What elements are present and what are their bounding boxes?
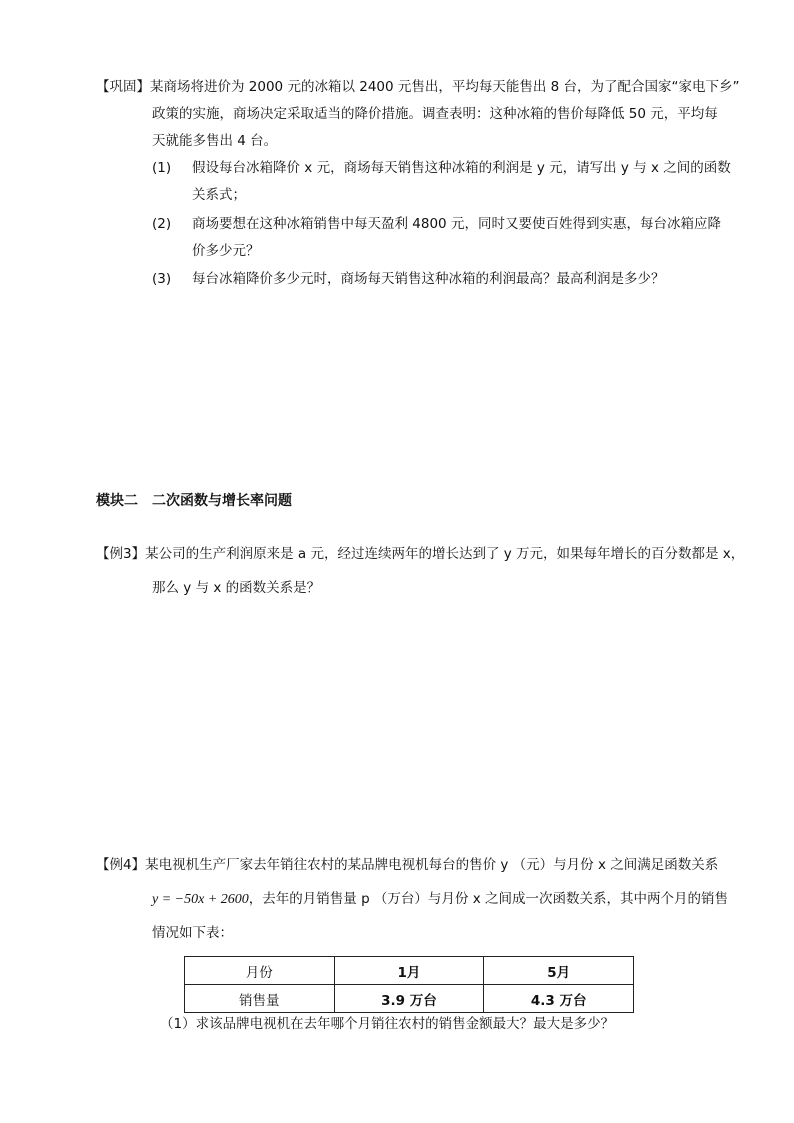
module-2-title: 模块二 二次函数与增长率问题 (96, 493, 292, 509)
example-4-tag: 【例4】 (96, 857, 146, 873)
consolidation-text-1: 某商场将进价为 2000 元的冰箱以 2400 元售出，平均每天能售出 8 台，为了配合国家“家电下乡” (150, 79, 740, 95)
question-1-number: (1) (152, 160, 172, 176)
consolidation-line-3: 天就能多售出 4 台。 (152, 133, 278, 149)
example-4-line-3: 情况如下表： (152, 925, 233, 941)
example-3-text-1: 某公司的生产利润原来是 a 元，经过连续两年的增长达到了 y 万元，如果每年增长的百分数都是 x， (145, 546, 745, 562)
table-header-cell: 1月 (334, 957, 484, 985)
sales-table (184, 956, 634, 1013)
example-4-question-1: （1）求该品牌电视机在去年哪个月销往农村的销售金额最大？最大是多少？ (160, 1016, 615, 1032)
consolidation-tag: 【巩固】 (96, 79, 150, 95)
question-3-line-1: 每台冰箱降价多少元时，商场每天销售这种冰箱的利润最高？最高利润是多少？ (192, 271, 665, 287)
example-3-line-1 (96, 544, 744, 564)
question-2-line-1: 商场要想在这种冰箱销售中每天盈利 4800 元，同时又要使百姓得到实惠，每台冰箱应降 (192, 216, 721, 232)
table-row (185, 985, 634, 1013)
table-header-cell: 月份 (185, 957, 335, 985)
consolidation-line-2: 政策的实施，商场决定采取适当的降价措施。调查表明：这种冰箱的售价每降低 50 元，平均每 (152, 106, 718, 122)
table-header-cell: 5月 (484, 957, 634, 985)
question-1-line-2: 关系式； (192, 187, 246, 203)
question-3-number: (3) (152, 271, 172, 287)
example-4-line-1 (96, 855, 718, 875)
example-3-line-2: 那么 y 与 x 的函数关系是？ (152, 580, 321, 596)
consolidation-line-1 (96, 77, 740, 97)
table-cell: 4.3 万台 (484, 985, 634, 1013)
example-4-formula: y = −50x + 2600 (152, 892, 249, 907)
example-4-line-2 (152, 889, 728, 910)
question-2-line-2: 价多少元？ (192, 243, 260, 259)
example-3-tag: 【例3】 (96, 546, 146, 562)
question-2-number: (2) (152, 216, 172, 232)
table-cell: 3.9 万台 (334, 985, 484, 1013)
table-row (185, 957, 634, 985)
table-cell: 销售量 (185, 985, 335, 1013)
example-4-text-2: ，去年的月销售量 p （万台）与月份 x 之间成一次函数关系，其中两个月的销售 (248, 891, 729, 907)
question-1-line-1: 假设每台冰箱降价 x 元，商场每天销售这种冰箱的利润是 y 元，请写出 y 与 x 之间的函数 (192, 160, 731, 176)
example-4-text-1: 某电视机生产厂家去年销往农村的某品牌电视机每台的售价 y （元）与月份 x 之间满足函数关系 (145, 857, 719, 873)
